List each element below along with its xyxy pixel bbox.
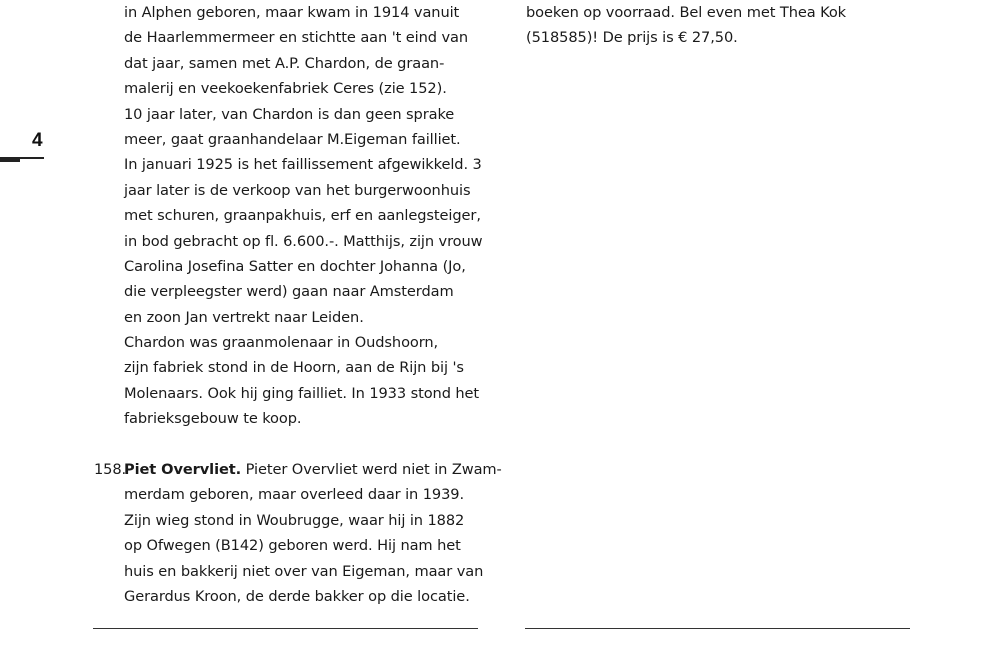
right-column [526,0,916,51]
text-line: Gerardus Kroon, de derde bakker op die locatie. [124,587,470,605]
text-line: dat jaar, samen met A.P. Chardon, de graan- [124,54,445,72]
text-line: Carolina Josefina Satter en dochter Johanna (Jo, [124,257,466,275]
text-line: boeken op voorraad. Bel even met Thea Kok [526,4,847,21]
page-number: 4 [32,130,43,151]
text-line: met schuren, graanpakhuis, erf en aanlegsteiger, [124,207,481,225]
entry-title: Piet Overvliet. [124,461,242,478]
left-column [124,0,483,432]
text-line: Molenaars. Ook hij ging failliet. In 1933 stond het [124,384,480,402]
text-line: 10 jaar later, van Chardon is dan geen sprake [124,105,455,123]
text-line: de Haarlemmermeer en stichtte aan 't eind van [124,29,468,47]
entry-first-line-text: Pieter Overvliet werd niet in Zwam- [241,461,502,478]
text-line: (518585)! De prijs is € 27,50. [526,29,738,47]
text-line: zijn fabriek stond in de Hoorn, aan de Rijn bij 's [124,359,464,377]
entry-number: 158. [94,461,127,478]
text-line: fabrieksgebouw te koop. [124,410,302,428]
footer-rule-left [93,628,478,629]
text-line: Chardon was graanmolenaar in Oudshoorn, [124,334,439,352]
text-line: en zoon Jan vertrekt naar Leiden. [124,308,364,326]
page-tab-marker [0,157,44,159]
entry-158 [94,457,502,609]
text-line: op Ofwegen (B142) geboren werd. Hij nam het [124,537,461,555]
text-line: malerij en veekoekenfabriek Ceres (zie 152). [124,80,447,98]
text-line: meer, gaat graanhandelaar M.Eigeman failliet. [124,130,461,148]
footer-rule-right [525,628,910,629]
text-line: In januari 1925 is het faillissement afgewikkeld. 3 [124,156,482,174]
text-line: merdam geboren, maar overleed daar in 1939. [124,486,465,504]
text-line: Zijn wieg stond in Woubrugge, waar hij in 1882 [124,511,465,529]
text-line: die verpleegster werd) gaan naar Amsterdam [124,283,454,301]
text-line: in Alphen geboren, maar kwam in 1914 vanuit [124,4,460,21]
text-line: huis en bakkerij niet over van Eigeman, maar van [124,562,484,580]
text-line: in bod gebracht op fl. 6.600.-. Matthijs, zijn vrouw [124,232,483,250]
entry-first-line [94,457,502,482]
text-line: jaar later is de verkoop van het burgerwoonhuis [124,181,471,199]
